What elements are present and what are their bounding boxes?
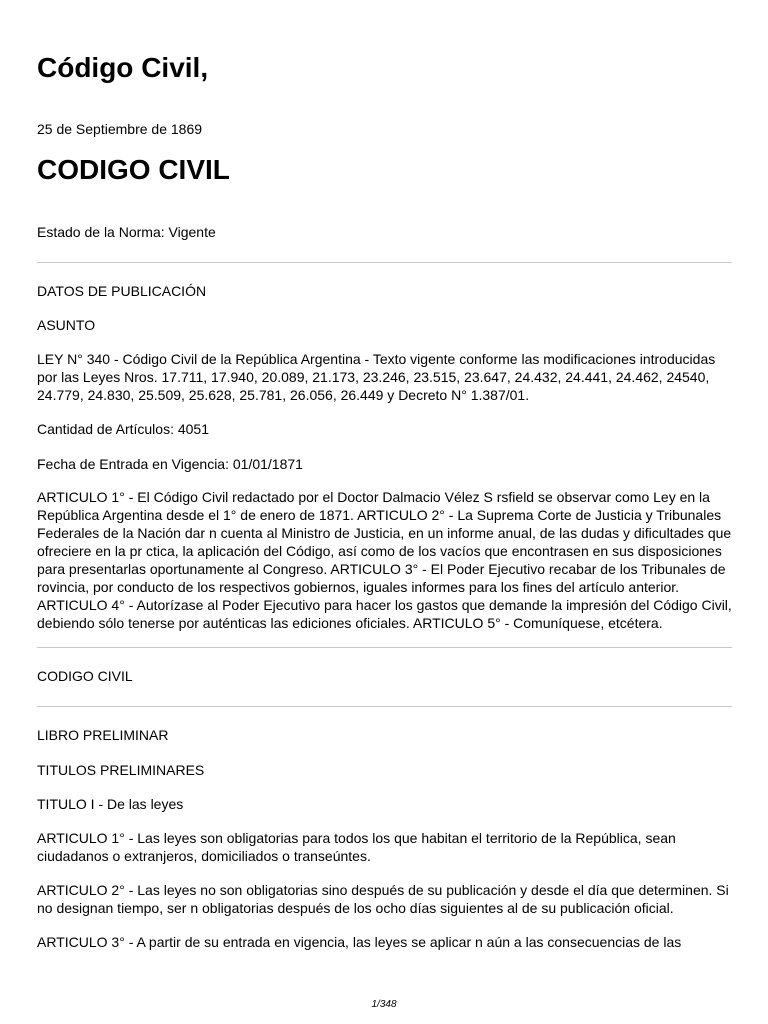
datos-publicacion-label: DATOS DE PUBLICACIÓN	[37, 283, 207, 299]
codigo-civil-label: CODIGO CIVIL	[37, 668, 133, 684]
articulo-2: ARTICULO 2° - Las leyes no son obligatorias sino después de su publicación y desde el día que determinen. Si no designan tiempo, ser n obligatorias después de los ocho días siguientes al de su publicación oficial.	[37, 882, 729, 916]
ley-articulos-paragraph: ARTICULO 1° - El Código Civil redactado por el Doctor Dalmacio Vélez S rsfield se observar como Ley en la República Argentina desde el 1° de enero de 1871. ARTICULO 2° - La Suprema Corte de Justicia y Tribunales Federales de la Nación dar n cuenta al Ministro de Justicia, en un informe anual, de las dudas y dificultades que ofreciere en la pr ctica, la aplicación del Código, así como de los vacíos que encontrasen en sus disposiciones para presentarlas oportunamente al Congreso. ARTICULO 3° - El Poder Ejecutivo recabar de los Tribunales de rovincia, por conducto de los respectivos gobiernos, iguales informes para los fines del artículo anterior. ARTICULO 4° - Autorízase al Poder Ejecutivo para hacer los gastos que demande la impresión del Código Civil, debiendo sólo tenerse por auténticas las ediciones oficiales. ARTICULO 5° - Comuníquese, etcétera.	[37, 489, 732, 631]
articulo-3: ARTICULO 3° - A partir de su entrada en vigencia, las leyes se aplicar n aún a las consecuencias de las	[37, 934, 682, 950]
ley-description: LEY N° 340 - Código Civil de la República Argentina - Texto vigente conforme las modificaciones introducidas por las Leyes Nros. 17.711, 17.940, 20.089, 21.173, 23.246, 23.515, 23.647, 24.432, 24.441, 24.462, 24540, 24.779, 24.830, 25.509, 25.628, 25.781, 26.056, 26.449 y Decreto N° 1.387/01.	[37, 351, 716, 403]
cantidad-articulos: Cantidad de Artículos: 4051	[37, 421, 210, 437]
estado-norma: Estado de la Norma: Vigente	[37, 224, 216, 240]
titulo-1: TITULO I - De las leyes	[37, 796, 184, 812]
libro-preliminar: LIBRO PRELIMINAR	[37, 727, 169, 743]
divider	[37, 706, 732, 707]
articulo-1: ARTICULO 1° - Las leyes son obligatorias para todos los que habitan el territorio de la República, sean ciudadanos o extranjeros, domiciliados o transeúntes.	[37, 830, 676, 864]
asunto-label: ASUNTO	[37, 317, 96, 333]
document-title: Código Civil,	[37, 52, 209, 83]
document-date: 25 de Septiembre de 1869	[37, 121, 203, 137]
fecha-vigencia: Fecha de Entrada en Vigencia: 01/01/1871	[37, 456, 303, 472]
page-number: 1/348	[371, 999, 397, 1010]
divider	[37, 262, 732, 263]
codigo-civil-heading: CODIGO CIVIL	[37, 154, 230, 185]
titulos-preliminares: TITULOS PRELIMINARES	[37, 762, 205, 778]
divider	[37, 647, 732, 648]
